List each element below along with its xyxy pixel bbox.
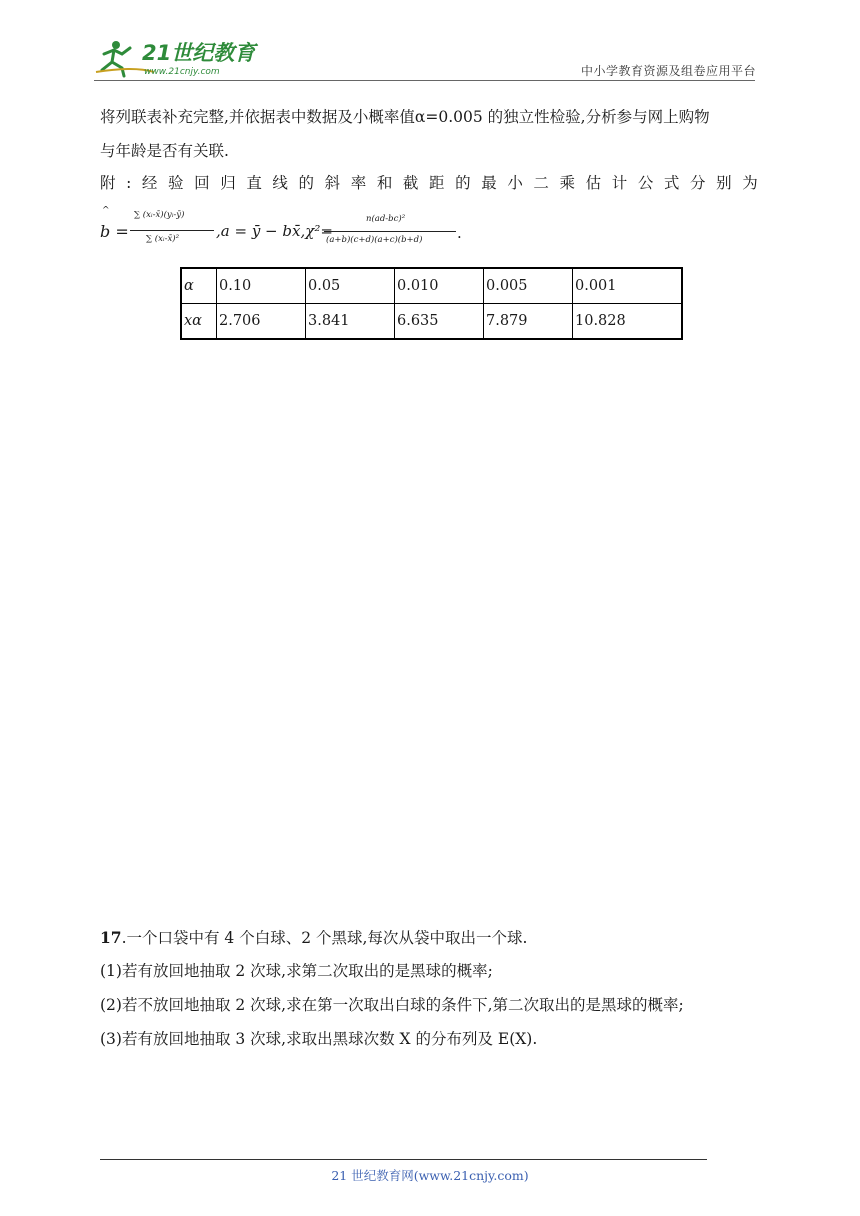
regression-formula	[100, 200, 520, 266]
question-17	[100, 921, 780, 1057]
table-cell: 6.635	[395, 304, 484, 340]
formula-chi-denominator: (a+b)(c+d)(a+c)(b+d)	[326, 235, 423, 245]
formula-chi-numerator: n(ad-bc)²	[366, 214, 406, 224]
header-divider	[94, 80, 755, 81]
logo-url: www.21cnjy.com	[144, 67, 220, 77]
question-17-part-3: (3)若有放回地抽取 3 次球,求取出黑球次数 X 的分布列及 E(X).	[100, 1030, 538, 1048]
table-cell: 0.010	[395, 268, 484, 304]
hat-mark: ^	[102, 206, 110, 216]
table-cell: xα	[181, 304, 217, 340]
table-cell: 3.841	[306, 304, 395, 340]
body-line-1: 将列联表补充完整,并依据表中数据及小概率值α=0.005 的独立性检验,分析参与网上购物	[100, 108, 710, 126]
header-platform-text: 中小学教育资源及组卷应用平台	[580, 64, 756, 78]
question-17-part-1: (1)若有放回地抽取 2 次球,求第二次取出的是黑球的概率;	[100, 962, 493, 980]
table-cell: 0.10	[217, 268, 306, 304]
question-17-part-2: (2)若不放回地抽取 2 次球,求在第一次取出白球的条件下,第二次取出的是黑球的概率;	[100, 996, 684, 1014]
table-cell: α	[181, 268, 217, 304]
site-logo	[94, 36, 259, 78]
fraction-bar	[130, 230, 214, 231]
logo-text: 21世纪教育	[142, 41, 256, 65]
table-row	[181, 268, 682, 304]
table-cell: 0.005	[484, 268, 573, 304]
runner-logo-icon	[94, 36, 259, 78]
table-cell: 10.828	[573, 304, 683, 340]
table-cell: 0.05	[306, 268, 395, 304]
formula-end: .	[457, 224, 462, 242]
table-row	[181, 304, 682, 340]
formula-middle: ,a = ȳ − bx̄,χ²=	[216, 222, 333, 240]
question-number: 17	[100, 928, 122, 947]
critical-value-table	[180, 267, 683, 340]
formula-b-denominator: ∑ (xᵢ-x̄)²	[146, 234, 179, 244]
footer-divider	[100, 1159, 707, 1160]
question-stem: .一个口袋中有 4 个白球、2 个黑球,每次从袋中取出一个球.	[121, 929, 528, 947]
question-17-stem	[100, 921, 780, 955]
formula-b-numerator: ∑ (xᵢ-x̄)(yᵢ-ȳ)	[134, 210, 185, 220]
footer-text: 21 世纪教育网(www.21cnjy.com)	[331, 1168, 529, 1183]
fraction-bar-chi	[324, 231, 456, 232]
table-cell: 7.879	[484, 304, 573, 340]
body-line-3: 附:经验回归直线的斜率和截距的最小二乘估计公式分别为	[100, 174, 769, 192]
body-line-2: 与年龄是否有关联.	[100, 142, 229, 160]
formula-b-symbol: b =	[100, 222, 129, 241]
table-cell: 2.706	[217, 304, 306, 340]
table-cell: 0.001	[573, 268, 683, 304]
